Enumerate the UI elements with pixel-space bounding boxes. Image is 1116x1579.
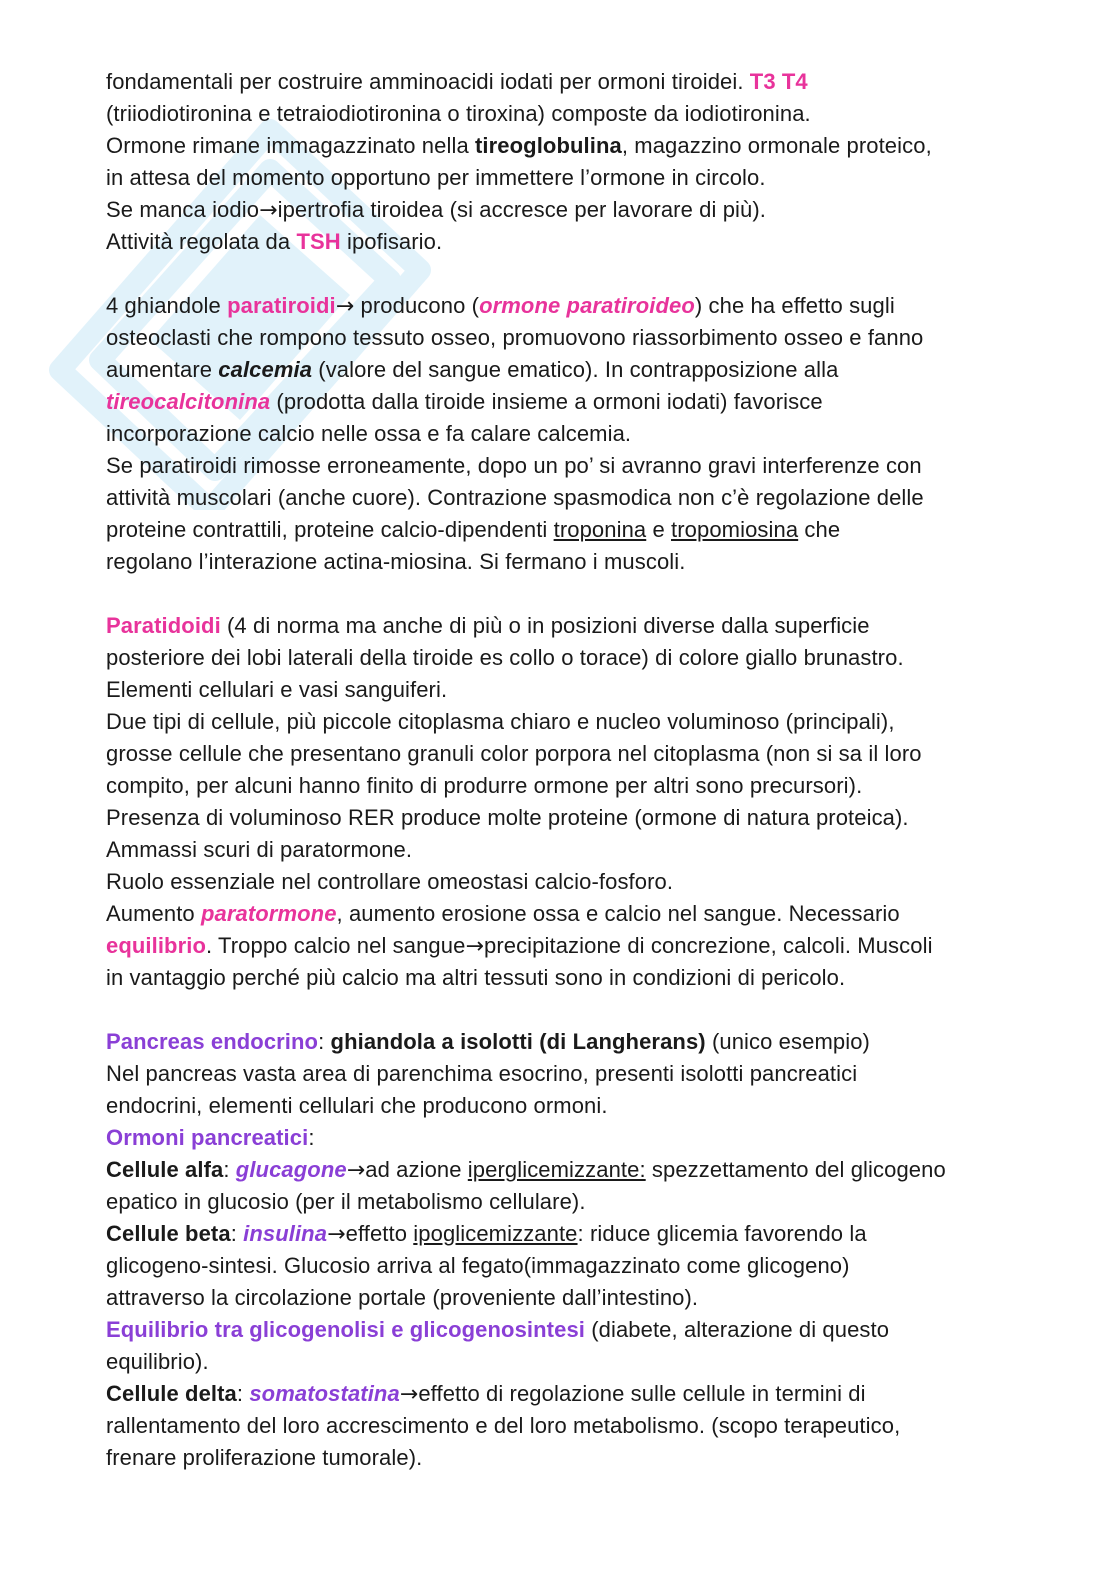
text-line: attività muscolari (anche cuore). Contrazione spasmodica non c’è regolazione delle: [106, 485, 924, 510]
cell-type-label: Cellule beta: [106, 1221, 231, 1246]
hormone-term: insulina: [243, 1221, 328, 1246]
text: proteine contrattili, proteine calcio-dipendenti: [106, 517, 554, 542]
text-line: Se paratiroidi rimosse erroneamente, dopo un po’ si avranno gravi interferenze con: [106, 453, 922, 478]
text-line: incorporazione calcio nelle ossa e fa calare calcemia.: [106, 421, 632, 446]
text: :: [223, 1157, 236, 1182]
text: Attività regolata da: [106, 229, 297, 254]
text-line: [106, 1122, 1036, 1154]
hormone-term: ormone paratiroideo: [479, 293, 695, 318]
text: aumentare: [106, 357, 219, 382]
hormone-term: somatostatina: [249, 1381, 400, 1406]
cell-type-label: Cellule delta: [106, 1381, 237, 1406]
paragraph-gap: [106, 258, 1036, 290]
text: Ormone rimane immagazzinato nella: [106, 133, 475, 158]
text: : riduce glicemia favorendo la: [577, 1221, 867, 1246]
gland-term: paratiroidi: [227, 293, 336, 318]
underlined-term: ipoglicemizzante: [413, 1221, 578, 1246]
text: ipofisario.: [340, 229, 443, 254]
subsection-heading: Ormoni pancreatici: [106, 1125, 309, 1150]
hormone-term: glucagone: [235, 1157, 347, 1182]
hormone-term: tireocalcitonina: [106, 389, 271, 414]
section-heading: Pancreas endocrino: [106, 1029, 319, 1054]
arrow-icon: →: [399, 1382, 419, 1407]
text: che: [798, 517, 841, 542]
text-line: grosse cellule che presentano granuli color porpora nel citoplasma (non si sa il loro: [106, 741, 922, 766]
text: (prodotta dalla tiroide insieme a ormoni iodati) favorisce: [270, 389, 823, 414]
text-line: osteoclasti che rompono tessuto osseo, promuovono riassorbimento osseo e fanno: [106, 325, 924, 350]
text-line: Ruolo essenziale nel controllare omeostasi calcio-fosforo.: [106, 869, 674, 894]
paragraph-gap: [106, 994, 1036, 1026]
cell-type-label: Cellule alfa: [106, 1157, 224, 1182]
text: effetto: [345, 1221, 414, 1246]
text-line: [106, 930, 1036, 962]
text-line: [106, 290, 1036, 322]
text-line: [106, 514, 1036, 546]
arrow-icon: →: [327, 1222, 346, 1247]
text: , magazzino ormonale proteico,: [621, 133, 932, 158]
text: , aumento erosione ossa e calcio nel sangue. Necessario: [336, 901, 900, 926]
text: :: [236, 1381, 250, 1406]
text-line: Presenza di voluminoso RER produce molte proteine (ormone di natura proteica).: [106, 805, 909, 830]
text-line: [106, 194, 1036, 226]
text-line: endocrini, elementi cellulari che producono ormoni.: [106, 1093, 608, 1118]
text: precipitazione di concrezione, calcoli. Muscoli: [483, 933, 933, 958]
text-line: equilibrio).: [106, 1349, 209, 1374]
text-line: glicogeno-sintesi. Glucosio arriva al fegato(immagazzinato come glicogeno): [106, 1253, 850, 1278]
text: (unico esempio): [705, 1029, 870, 1054]
text-line: posteriore dei lobi laterali della tiroide es collo o torace) di colore giallo brunastro.: [106, 645, 904, 670]
text-line: Elementi cellulari e vasi sanguiferi.: [106, 677, 448, 702]
arrow-icon: →: [259, 198, 278, 223]
text-line: [106, 130, 1036, 162]
text: :: [230, 1221, 244, 1246]
text: effetto di regolazione sulle cellule in termini di: [418, 1381, 866, 1406]
text: (diabete, alterazione di questo: [585, 1317, 890, 1342]
bold-term: tireoglobulina: [475, 133, 622, 158]
text-line: [106, 354, 1036, 386]
text-line: attraverso la circolazione portale (proveniente dall’intestino).: [106, 1285, 699, 1310]
text-line: [106, 610, 1036, 642]
underlined-term: troponina: [553, 517, 647, 542]
hormone-term: TSH: [296, 229, 341, 254]
section-heading: Paratidoidi: [106, 613, 221, 638]
bold-italic-term: calcemia: [218, 357, 313, 382]
text-line: Nel pancreas vasta area di parenchima esocrino, presenti isolotti pancreatici: [106, 1061, 858, 1086]
text: 4 ghiandole: [106, 293, 228, 318]
text: spezzettamento del glicogeno: [645, 1157, 946, 1182]
underlined-term: iperglicemizzante:: [467, 1157, 646, 1182]
bold-term: ghiandola a isolotti (di Langherans): [330, 1029, 706, 1054]
text: producono (: [354, 293, 480, 318]
text: :: [308, 1125, 315, 1150]
text-line: in attesa del momento opportuno per immettere l’ormone in circolo.: [106, 165, 766, 190]
hormone-term: T3 T4: [749, 69, 808, 94]
text-line: [106, 66, 1036, 98]
paragraph-gap: [106, 578, 1036, 610]
text-line: [106, 386, 1036, 418]
text-line: [106, 226, 1036, 258]
text-line: [106, 898, 1036, 930]
arrow-icon: →: [335, 294, 355, 319]
text: ipertrofia tiroidea (si accresce per lavorare di più).: [277, 197, 766, 222]
text: :: [318, 1029, 331, 1054]
text-line: [106, 1218, 1036, 1250]
hormone-term: paratormone: [200, 901, 337, 926]
text-line: (triiodiotironina e tetraiodiotironina o tiroxina) composte da iodiotironina.: [106, 101, 811, 126]
arrow-icon: →: [346, 1158, 366, 1183]
text-line: rallentamento del loro accrescimento e del loro metabolismo. (scopo terapeutico,: [106, 1413, 901, 1438]
text-line: [106, 1314, 1036, 1346]
text: (valore del sangue ematico). In contrapposizione alla: [312, 357, 839, 382]
document-body: [106, 66, 1036, 1474]
text-line: Due tipi di cellule, più piccole citoplasma chiaro e nucleo voluminoso (principali),: [106, 709, 895, 734]
text-line: compito, per alcuni hanno finito di produrre ormone per altri sono precursori).: [106, 773, 863, 798]
text-line: epatico in glucosio (per il metabolismo cellulare).: [106, 1189, 586, 1214]
text-line: [106, 1026, 1036, 1058]
key-term: Equilibrio tra glicogenolisi e glicogenosintesi: [106, 1317, 585, 1342]
text-line: regolano l’interazione actina-miosina. Si fermano i muscoli.: [106, 549, 686, 574]
text: e: [646, 517, 672, 542]
text: . Troppo calcio nel sangue: [206, 933, 466, 958]
text-line: [106, 1378, 1036, 1410]
underlined-term: tropomiosina: [671, 517, 799, 542]
text: Se manca iodio: [106, 197, 260, 222]
text-line: [106, 1154, 1036, 1186]
text-line: Ammassi scuri di paratormone.: [106, 837, 413, 862]
arrow-icon: →: [465, 934, 484, 959]
text: Aumento: [106, 901, 201, 926]
text: fondamentali per costruire amminoacidi iodati per ormoni tiroidei.: [106, 69, 750, 94]
text: ) che ha effetto sugli: [694, 293, 895, 318]
key-term: equilibrio: [106, 933, 206, 958]
text: (4 di norma ma anche di più o in posizioni diverse dalla superficie: [220, 613, 870, 638]
text: ad azione: [365, 1157, 468, 1182]
text-line: in vantaggio perché più calcio ma altri tessuti sono in condizioni di pericolo.: [106, 965, 846, 990]
text-line: frenare proliferazione tumorale).: [106, 1445, 423, 1470]
